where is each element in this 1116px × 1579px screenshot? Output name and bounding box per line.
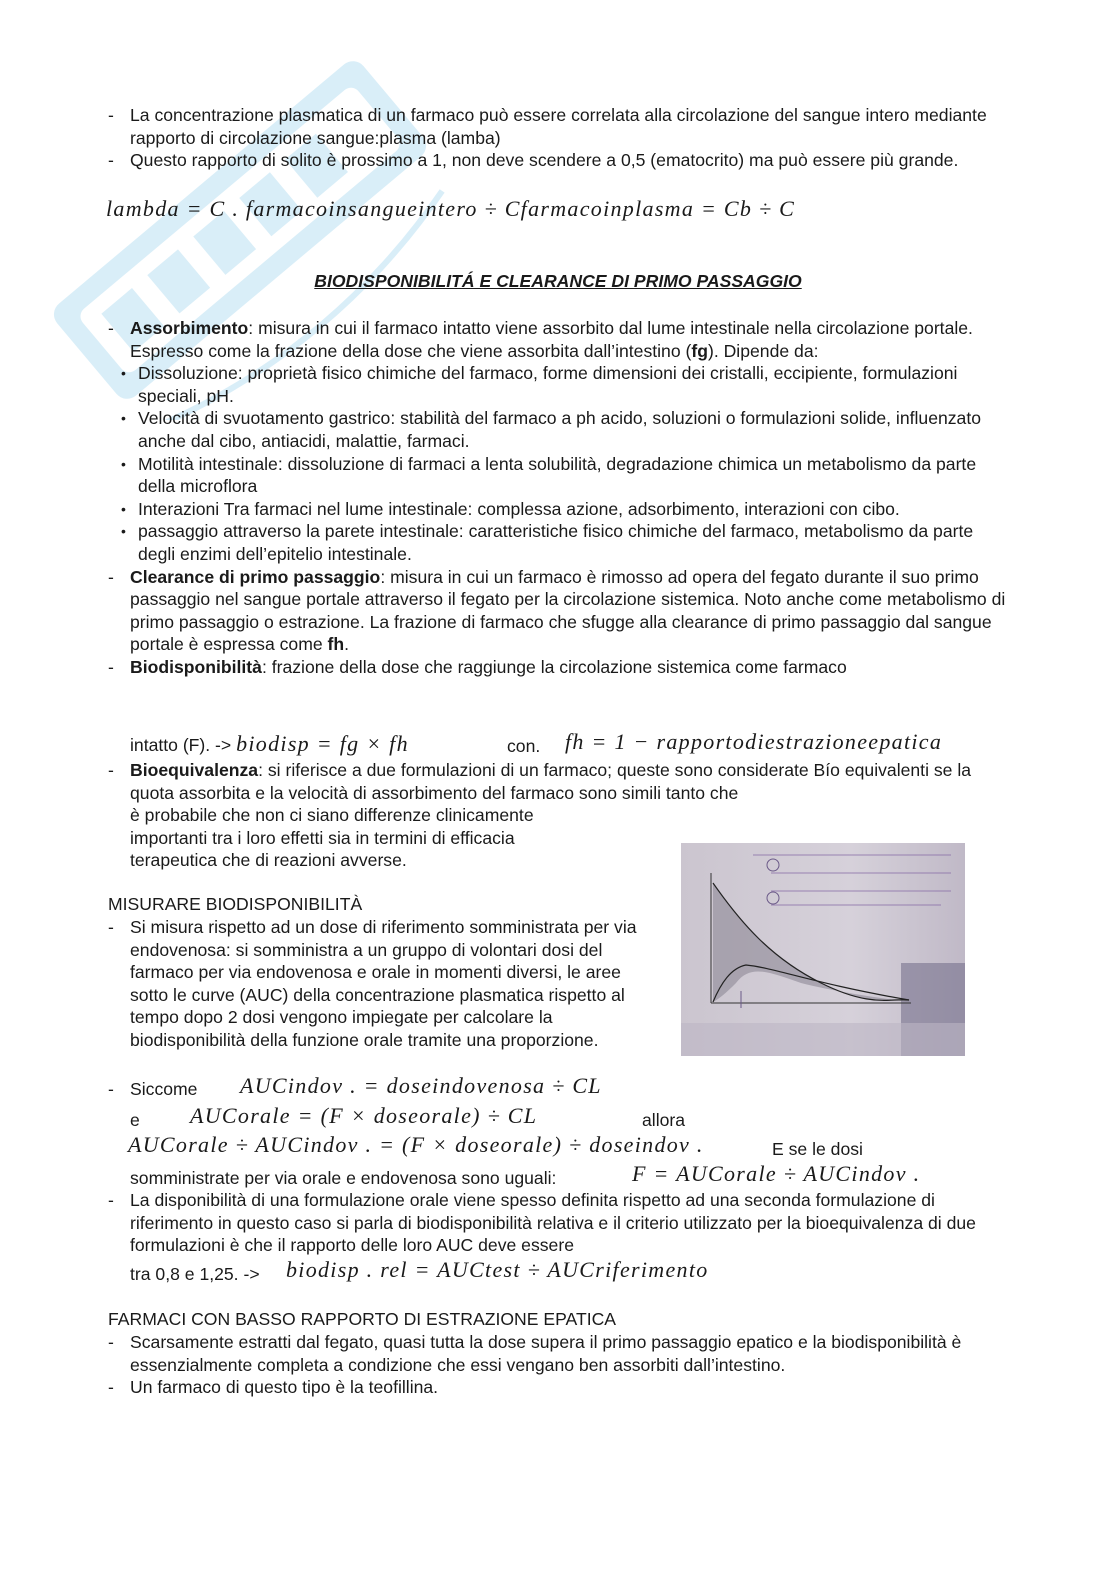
clearance-end: . [344,634,350,655]
dash-marker: - [108,917,114,937]
misurare-item [108,916,663,1052]
dash-marker: - [108,1079,114,1099]
list-item [108,566,1008,656]
basso-rapporto-list [108,1331,1008,1399]
list-item [108,1376,1008,1399]
biodisp-formula: biodisp = fg × fh [236,731,409,756]
relativa-item [108,1189,1008,1257]
assorbimento-label: Assorbimento [130,318,249,338]
relativa-text: La disponibilità di una formulazione orale viene spesso definita rispetto ad una seconda formulazione di riferimento in questo caso si parla di biodisponibilità relativa e il criterio utilizzato per la bioequivalenza di due formulazioni è che il rapporto delle loro AUC deve essere [130,1190,976,1256]
bioequivalenza-text-3: è probabile che non ci siano differenze clinicamente [130,805,534,826]
fh-formula: fh = 1 − rapportodiestrazioneepatica [565,729,943,754]
fg-symbol: fg [691,340,708,361]
auc-curve-graph [681,843,965,1056]
list-item [108,104,1008,149]
con-label: con. [507,736,541,756]
section-title: BIODISPONIBILITÁ E CLEARANCE DI PRIMO PASSAGGIO [314,271,802,291]
bullet-svuotamento: Velocità di svuotamento gastrico: stabilità del farmaco a ph acido, soluzioni o formulazioni solide, influenzato anche dal cibo, antiacidi, malattie, farmaci. [138,408,982,451]
dash-marker: - [108,1332,114,1352]
bullet-marker: • [121,500,126,517]
intro-text-2: Questo rapporto di solito è prossimo a 1, non deve scendere a 0,5 (ematocrito) ma può essere più grande. [130,150,959,171]
assorbimento-text-end: ). Dipende da: [707,340,819,361]
dash-marker: - [108,760,114,780]
bioequivalenza-text: : si riferisce a due formulazioni di un farmaco; queste sono considerate Bío equivalenti se la quota assorbita e la velocità di assorbimento del farmaco sono simili tanto che [130,760,972,803]
list-item [108,1189,1008,1257]
bioequivalenza-label: Bioequivalenza [130,760,259,780]
lambda-formula: lambda = C . farmacoinsangueintero ÷ Cfarmacoinplasma = Cb ÷ C [106,196,796,221]
e-label: e [130,1110,140,1130]
basso-rapporto-text-1: Scarsamente estratti dal fegato, quasi tutta la dose supera il primo passaggio epatico e la biodisponibilità è essenzialmente completa a condizione che essi vengano ben assorbiti dall’intestino. [130,1332,962,1375]
dash-marker: - [108,1190,114,1210]
bullet-item [108,407,1008,452]
biodisp-intro: intatto (F). -> [130,735,232,755]
misurare-text: Si misura rispetto ad un dose di riferimento somministrata per via endovenosa: si somministra a un gruppo di volontari dosi del farmaco per via endovenosa e orale in momenti diversi, le aree sotto le curve (AUC) della concentrazione plasmatica rispetto al tempo dopo 2 dosi vengono impiegate per calcolare la biodisponibilità della funzione orale tramite una proporzione. [130,917,637,1050]
bioequivalenza-text-5: terapeutica che di reazioni avverse. [130,850,407,871]
bullet-passaggio: passaggio attraverso la parete intestinale: caratteristiche fisico chimiche del farmaco, metabolismo da parte degli enzimi dell’epitelio intestinale. [138,521,974,564]
auc-ratio-formula: AUCorale ÷ AUCindov . = (F × doseorale) ÷ doseindov . [128,1132,704,1157]
bullet-item [108,498,1008,521]
bullet-item [108,362,1008,407]
heading-basso-rapporto: FARMACI CON BASSO RAPPORTO DI ESTRAZIONE EPATICA [108,1309,617,1329]
bullet-interazioni: Interazioni Tra farmaci nel lume intestinale: complessa azione, adsorbimento, interazioni con cibo. [138,498,900,519]
bullet-item [108,520,1008,565]
bullet-marker: • [121,365,126,382]
bullet-marker: • [121,455,126,472]
assorbimento-text: : misura in cui il farmaco intatto viene assorbito dal lume intestinale nella circolazione portale. Espresso come la frazione della dose che viene assorbita dall’intestino ( [130,318,973,361]
dash-marker: - [108,1377,114,1398]
somministrate-text: somministrate per via orale e endovenosa sono uguali: [130,1168,557,1188]
bullet-marker: • [121,410,126,427]
dash-marker: - [108,318,114,338]
bullet-marker: • [121,523,126,540]
bullet-motilita: Motilità intestinale: dissoluzione di farmaci a lenta solubilità, degradazione chimica un metabolismo da parte della microflora [138,453,977,497]
dash-marker: - [108,150,114,171]
bullet-item [108,453,1008,498]
list-item [108,656,1008,679]
assorbimento-item [108,317,1008,679]
clearance-text: : misura in cui un farmaco è rimosso ad opera del fegato durante il suo primo passaggio nel sangue portale attraverso il fegato per la circolazione sistemica. Noto anche come metabolismo di primo passaggio o estrazione. La frazione di farmaco che sfugge alla clearance di primo passaggio dal sangue portale è espressa come [130,566,1006,655]
dash-marker: - [108,105,114,125]
siccome-label: Siccome [130,1079,198,1099]
clearance-label: Clearance di primo passaggio [130,566,381,587]
siccome-line [108,1078,198,1101]
se-dosi-label: E se le dosi [772,1139,863,1159]
allora-label: allora [642,1110,686,1130]
relativa-last: tra 0,8 e 1,25. -> [130,1264,260,1284]
auc-iv-formula: AUCindov . = doseindovenosa ÷ CL [240,1073,602,1098]
auc-curve-photo [681,843,965,1056]
intro-list [108,104,1008,172]
fh-symbol: fh [327,634,345,655]
dash-marker: - [108,566,114,587]
list-item [108,916,663,1052]
biodisponibilita-label: Biodisponibilità [130,656,262,677]
list-item [108,1331,1008,1376]
auc-oral-formula: AUCorale = (F × doseorale) ÷ CL [190,1103,538,1128]
list-item [108,149,1008,172]
bioequivalenza-text-4: importanti tra i loro effetti sia in termini di efficacia [130,827,515,848]
dash-marker: - [108,656,114,677]
f-formula: F = AUCorale ÷ AUCindov . [632,1161,921,1186]
biodisp-formula-line [130,733,409,757]
heading-misurare: MISURARE BIODISPONIBILITÀ [108,894,363,914]
basso-rapporto-text-2: Un farmaco di questo tipo è la teofillina. [130,1377,439,1398]
bullet-dissoluzione: Dissoluzione: proprietà fisico chimiche del farmaco, forme dimensioni dei cristalli, eccipiente, formulazioni speciali, pH. [138,363,958,406]
biodisp-rel-formula: biodisp . rel = AUCtest ÷ AUCriferimento [286,1257,709,1282]
intro-text-1: La concentrazione plasmatica di un farmaco può essere correlata alla circolazione del sangue intero mediante rapporto di circolazione sangue:plasma (lamba) [130,105,987,148]
biodisponibilita-text: : frazione della dose che raggiunge la circolazione sistemica come farmaco [261,656,847,677]
list-item [108,317,1008,362]
